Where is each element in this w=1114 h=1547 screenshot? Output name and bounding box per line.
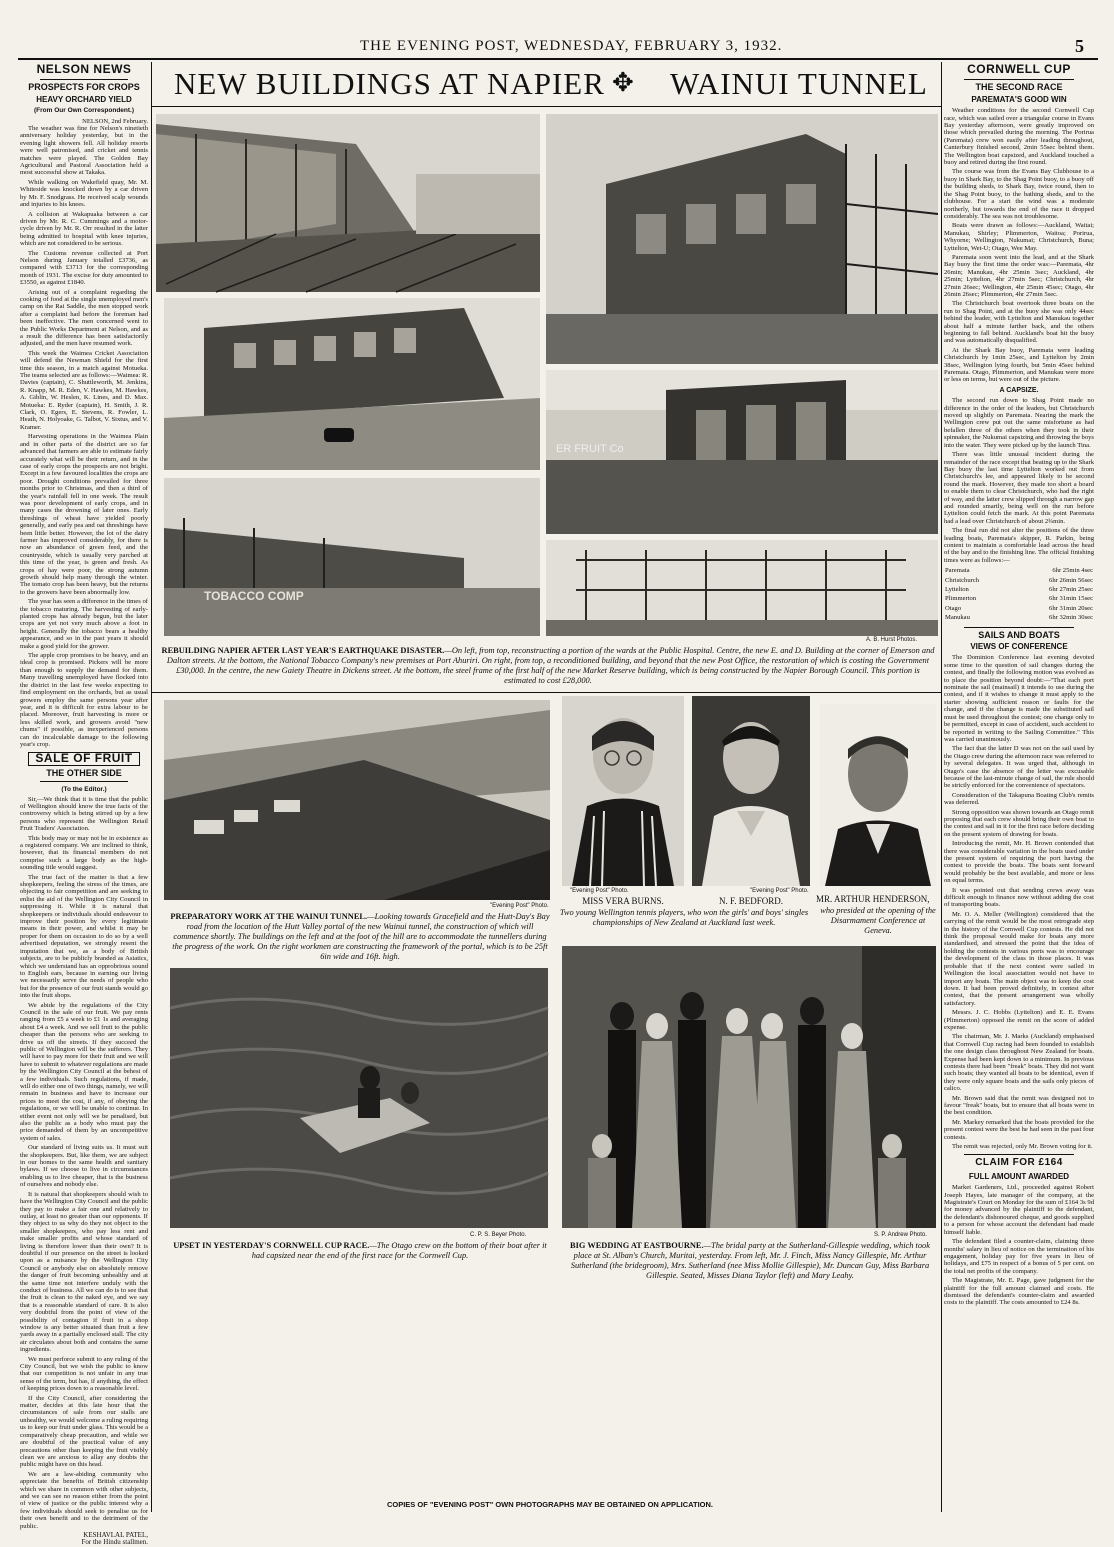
- page-number: 5: [1075, 36, 1084, 56]
- article-paragraph: The final run did not alter the positions of the three leading boats, Paremata's skipper, R. Parkin, being content to maintain a comfortable lead across the head of the bay and to the finishing line. The official finishing times were as follows:—: [944, 527, 1094, 564]
- caption-upset: [170, 1241, 550, 1261]
- column-rule-right: [941, 62, 942, 1512]
- letter-paragraph: We abide by the regulations of the City Council in the sale of our fruit. We pay rents ranging from £5 a week to £1 1s and averaging about £4 a week. And we sell fruit to the public cheaper than the persons who are seeking to drive us off the streets. If they succeed the public of Wellington will be the sufferers. They will have to pay more for their fruit and we will have to submit to whatever regulations are made by the Wellington City Council at the behest of a few individuals. Such regulations, if made, will do either one of two things, namely, we will remain in business and have to increase our prices to meet the cost, if any, of obeying the regulations, or we will be unable to continue. In either event not only will we be penalised, but also the public as a body who must pay the price demanded of them by an uncompetitive system of sales.: [20, 1001, 148, 1142]
- divider: [964, 627, 1074, 628]
- article-paragraph: Weather conditions for the second Cornwell Cup race, which was sailed over a triangular course in Evans Bay yesterday afternoon, were greatly improved on those which prevailed during the morning. The Porirua (Paremata) crew won easily after leading throughout, Canterbury finished second, 2min 55sec behind them. The Wellington boat capsized, and Auckland touched a buoy and retired during the first round.: [944, 107, 1094, 167]
- cornwell-cup-heading: CORNWELL CUP: [967, 62, 1071, 76]
- nelson-news-heading: NELSON NEWS: [36, 62, 132, 76]
- fruit-co-sign: ER FRUIT Co: [556, 443, 624, 455]
- letter-paragraph: It is natural that shopkeepers should wish to have the Wellington City Council and the public they pay to make a fair one and relatively to outlay, at least no greater than our opponents. If they object to us why do they not object to the smaller shopkeepers, who pay less rent and make smaller profits and whose standard of living is therefore lower than their own? It is doubtful if our presence on the street is looked upon as a nuisance by the Wellington City Council or anybody else on absolutely remove the danger of fruit becoming unhealthy and at the same time not interfere unduly with the conduct of business. All we can do is to see that the fruit is clean to the naked eye, and we say that is a reasonable standard of care. It is also very doubtful from the point of view of the possibility of contagion if fruit in a shop window is any better situated than fruit a few yards away in a partially enclosed stall. The city air circulates about both and contains the same ingredients.: [20, 1190, 148, 1354]
- divider: [964, 79, 1074, 80]
- letter-paragraph: This body may or may not be in existence as a registered company. We are inclined to think, however, that its financial members do not comprise such a large body as the high-sounding title would suggest.: [20, 834, 148, 872]
- title-rule: [152, 106, 941, 107]
- result-name: Plimmerton: [945, 595, 977, 603]
- caption-tennis: Two young Wellington tennis players, who won the girls' and boys' singles championships of New Zealand at Auckland last week.: [559, 908, 809, 927]
- right-column: [944, 62, 1094, 1518]
- letter-paragraph: We are a law-abiding community who appreciate the benefits of British citizenship which we share in common with other subjects, and we can see no reason either from the point of view of justice or the public interest why a few individuals should seek to penalise us for their own benefit and to the detriment of the public.: [20, 1470, 148, 1530]
- name-nf-bedford: N. F. BEDFORD.: [718, 896, 784, 906]
- prospects-heading: PROSPECTS FOR CROPS: [28, 82, 140, 93]
- article-paragraph: The fact that the latter D was not on the sail used by the Otago crew during the afternoon race was referred to by several delegates. It was urged that, although in Otago's case the absence of the letter was excusable because of the last-minute change of sail, the rule should be strictly enforced for the convenience of spectators.: [944, 745, 1094, 790]
- caption-napier-text: —On left, from top, reconstructing a portion of the wards at the Public Hospital. Centre, the new E. and D. Building at the corner of Emerson and Dalton streets. At the bottom, the National Tobacco Company's new premises at Port Ahuriri. On right, from top, a reconditioned building, and beyond that the new Post Office, the restoration of which is costing the Government £30,000. In the centre, the new Gaiety Theatre in Dickens street. At the bottom, the steel frame of the first half of the new Market Reserve building, which is being constructed by the Napier Borough Council. This portion is estimated to cost £28,000.: [166, 646, 935, 685]
- article-paragraph: The Magistrate, Mr. E. Page, gave judgment for the plaintiff for the full amount claimed and costs. He dismissed the defendant's counter-claim and awarded costs to the plaintiff. The costs amounted to £24 8s.: [944, 1277, 1094, 1307]
- article-paragraph: The apple crop promises to be heavy, and an ideal crop is promised. Pickers will be more than enough to supply the demand for them. Many travelling unemployed have flocked into the district in the last few weeks expecting to find employment on the orchards, but as usual growers employ the same persons year after year, and it is difficult for extra labour to be placed. Moreover, fruit harvesting is more or less skilled work, and growers avoid "new chums" if possible, as inexperienced persons can do incalculable damage to the following year's crop.: [20, 652, 148, 748]
- orchard-heading: HEAVY ORCHARD YIELD: [36, 94, 132, 104]
- feature-title: [160, 62, 940, 104]
- letter-paragraph: If the City Council, after considering the matter, decides at this late hour that the circumstances of sale from our stalls are unhealthy, we would welcome a ruling requiring us to keep our fruit under glass. This would be a comparatively cheap precaution, and while we are doubtful of the practical value of any precautions other than keeping the fruit visibly clean we are anxious to allay any doubts the public might have on this head.: [20, 1394, 148, 1469]
- caption-wedding: [562, 1241, 938, 1281]
- result-name: Otago: [945, 604, 962, 612]
- credit-hurst: A. B. Hurst Photos.: [866, 637, 918, 643]
- article-paragraph: Harvesting operations in the Waimea Plain and in other parts of the district are so far advanced that farmers are able to estimate fairly accurately what will be their return, and in the case of early crops the prospects are not bright. Except in a few favoured localities the crops are poor. Drought conditions prevailed for three months prior to Christmas, and then a third of the year's rainfall fell in one week. The result was poor development of early crops, and in many cases the drowning of later ones. Early threshings of wheat have yielded poorly generally, and early pea and oat threshings have been little better. However, the lot of the dairy farmer has improved considerably, for there is now an abundance of green feed, and the countryside, which is usually very parched at this time of the year, is green and fresh. As crops of hay were poor, the strong autumn growth should help many through the winter. The tomato crop has been heavy, but the returns to the growers have been abnormally low.: [20, 433, 148, 596]
- tobacco-sign: TOBACCO COMP: [204, 589, 304, 603]
- article-paragraph: Strong opposition was shown towards an Otago remit proposing that each crew should bring their own boat to the contest and sail in it for the first race before deciding on the present system of drawing for boats.: [944, 808, 1094, 838]
- letter-paragraph: Sir,—We think that it is time that the public of Wellington should know the true facts of the controversy which is being stirred up by a few persons who represent the Wellington Retail Fruit Traders' Association.: [20, 795, 148, 833]
- divider: [40, 79, 128, 80]
- result-time: 6hr 27min 25sec: [1049, 586, 1093, 593]
- footer-notice: COPIES OF "EVENING POST" OWN PHOTOGRAPHS MAY BE OBTAINED ON APPLICATION.: [386, 1500, 714, 1509]
- letter-paragraph: The true fact of the matter is that a few shopkeepers, feeling the stress of the times, are objecting to fair competition and are seeking to enlist the aid of the Wellington City Council in suppressing it. While it is natural that shopkeepers or individuals should endeavour to improve their position by every legitimate means in their power, and whilst it may be proper for them on occasion to do so by a well advertised deputation, we strongly resent the imputation that we, as a body of British subjects, are to be publicly branded as Asiatics, which we understand has an opprobrious sound to English ears, because in earning our living we necessarily serve the needs of people who but for the presence of our fruit stands would go into the fruit shops.: [20, 873, 148, 1000]
- divider: [964, 1154, 1074, 1155]
- article-paragraph: While walking on Wakefield quay, Mr. M. Whiteside was knocked down by a car driven by Mr. F. Snodgrass. He received scalp wounds and injuries to his knees.: [20, 178, 148, 209]
- second-race-heading: THE SECOND RACE: [975, 82, 1063, 93]
- photo-wedding-party: [562, 946, 936, 1228]
- result-time: 6hr 31min 15sec: [1049, 595, 1093, 603]
- name-vera-burns: MISS VERA BURNS.: [582, 896, 664, 906]
- caption-tunnel-text: —Looking towards Gracefield and the Hutt-Day's Bay road from the location of the Hutt Valley portal of the new Wainui tunnel, the construction of which will commence shortly. The buildings on the left and at the foot of the hill are to accommodate the tunnellers during the progress of the work. On the right workmen are constructing the framework of the portal, which is to be 25ft 6in wide and 16ft. high.: [172, 912, 550, 961]
- results-table: [944, 566, 1094, 622]
- result-name: Manukau: [945, 614, 970, 622]
- byline: (From Our Own Correspondent.): [33, 107, 135, 115]
- full-amount-heading: FULL AMOUNT AWARDED: [968, 1171, 1070, 1181]
- article-paragraph: Messrs. J. C. Hobbs (Lyttelton) and E. E. Evans (Plimmerton) opposed the remit on the score of added expense.: [944, 1009, 1094, 1031]
- result-time: 6hr 25min 4sec: [1052, 567, 1093, 575]
- credit-andrew: S. P. Andrew Photo.: [874, 1232, 927, 1238]
- photo-market-reserve-frame: [546, 540, 938, 636]
- masthead-title: THE EVENING POST, WEDNESDAY, FEBRUARY 3, 1932.: [360, 38, 783, 54]
- article-paragraph: Paremata soon went into the lead, and at the Shark Bay buoy the first time the order was:—Paremata, 4hr 26min; Manukau, 4hr 25min 3sec; Auckland, 4hr 25min; Lyttelton, 4hr 27min 5sec; Christchurch, 4hr 27min 26sec; Wellington, 4hr 25min 45sec; Otago, 4hr 26min 26sec; Plimmerton, 4hr 27min 5sec.: [944, 253, 1094, 298]
- article-paragraph: Mr. Brown said that the remit was designed not to favour "freak" boats, but to ensure that all boats were in the best condition.: [944, 1094, 1094, 1117]
- result-name: Paremata: [945, 567, 970, 575]
- result-time: 6hr 26min 56sec: [1049, 576, 1093, 584]
- table-row: [944, 604, 1094, 613]
- table-row: [944, 594, 1094, 603]
- article-paragraph: It was pointed out that sending crews away was difficult enough to finance now without adding the cost of transporting boats.: [944, 886, 1094, 909]
- caption-napier-title: REBUILDING NAPIER AFTER LAST YEAR'S EARTHQUAKE DISASTER.: [161, 646, 445, 655]
- table-row: [944, 585, 1094, 594]
- letter-signature: KESHAVLAL PATEL,: [83, 1530, 148, 1539]
- article-paragraph: The weather was fine for Nelson's ninetieth anniversary holiday yesterday, but in the evening light showers fell. All holiday resorts were well patronised, and cricket and tennis matches were played. The Golden Bay Agricultural and Pastoral Association held a most successful show at Takaka.: [20, 125, 148, 177]
- article-paragraph: There was little unusual incident during the remainder of the race except that beating up to the Shark Bay buoy the last time Lyttelton worked out from Christchurch's lee, and appeared likely to be second round the mark. However, they made too short a board to enable them to clear Christchurch, who had the right of way, and the latter crew slipped through a narrow gap and rounded smartly, being well on the run before Lyttelton could fetch the mark. At this point Paremata had a lead over Christchurch of about 2¾min.: [944, 451, 1094, 525]
- credit-evening-post-1: "Evening Post" Photo.: [490, 903, 549, 909]
- article-paragraph: This week the Waimea Cricket Association will defend the Newman Shield for the first time this season, in a match against Motueka. The teams selected are as follows:—Waimea: R. Davies (captain), C. Shuttleworth, M. Jenkins, R. Knapp, M. R. Eden, V. Hawkes, M. Hawkes, A. Giblin, W. Heslen, K. Lines, and D. Max. Motueka: E. Ryder (captain), H. Smith, J. R. Clark, O. Egers, E. Stevens, R. Fowler, L. Heath, N. Holyoake, G. Talbot, V. Sixtus, and V. Kramer.: [20, 349, 148, 431]
- article-paragraph: Mr. O. A. Meller (Wellington) considered that the carrying of the remit would be the most retrograde step in the history of the Cornwell Cup contests. He did not think the proposal would make for boats any more standardised, and stressed the point that the idea of holding the contests in various ports was to encourage the development of the class in those places. It was probable that if the next contest were sailed in Wellington the local association would not have to import any boats. The main object was to keep the cost down. It had been proved definitely, in contest after contest, that the present arrangement was wholly satisfactory.: [944, 910, 1094, 1007]
- result-name: Christchurch: [945, 576, 980, 584]
- to-editor: (To the Editor.): [61, 786, 107, 794]
- section-rule: [152, 692, 941, 693]
- article-paragraph: Consideration of the Takapuna Boating Club's remits was deferred.: [944, 791, 1094, 807]
- table-row: [944, 566, 1094, 575]
- article-paragraph: The course was from the Evans Bay Clubhouse to a buoy in Shark Bay, to the Shag Point buoy, to a buoy off the building sheds, to Shark Bay, twice round, then to the Shag Point buoy, to the bathing sheds, and to the clubhouse. For a start the wind was a moderate northerly, but towards the end of the race it dropped considerably. The sea was not troublesome.: [944, 168, 1094, 220]
- column-rule-left: [151, 62, 152, 1512]
- claim-heading: CLAIM FOR £164: [975, 1157, 1063, 1169]
- name-arthur-henderson: MR. ARTHUR HENDERSON,: [816, 894, 930, 904]
- capsize-subhead: A CAPSIZE.: [999, 386, 1039, 394]
- dateline: NELSON, 2nd February.: [82, 117, 148, 125]
- caption-tunnel: [170, 912, 550, 962]
- caption-tunnel-title: PREPARATORY WORK AT THE WAINUI TUNNEL.: [170, 912, 368, 921]
- photo-reconditioned-building: [546, 114, 938, 364]
- title-wainui: WAINUI TUNNEL: [670, 66, 928, 101]
- title-ornament: ✥: [612, 68, 635, 97]
- masthead: [0, 38, 1114, 60]
- article-paragraph: Introducing the remit, Mr. H. Brown contended that there was considerable variation in the boats used under the present system of requiring the port having the contest to provide the boats. The boats sent forward would probably be the best available, and more or less on equal terms.: [944, 840, 1094, 885]
- paremata-heading: PAREMATA'S GOOD WIN: [971, 94, 1067, 104]
- photo-capsized-boat: [170, 968, 548, 1228]
- caption-napier: [160, 646, 936, 686]
- table-row: [944, 613, 1094, 622]
- article-paragraph: Arising out of a complaint regarding the cooking of food at the single unemployed men's camp on the Rai Saddle, the men stopped work after a complaint had before the foreman had been ineffective. The men concerned went to the Public Works Department at Nelson, and as a result the difference has been satisfactorily adjusted, and the men have resumed work.: [20, 288, 148, 348]
- article-paragraph: A collision at Wakapuaka between a car driven by Mr. R. C. Cummings and a motor-cycle driven by Mr. R. Orr resulted in the latter being admitted to hospital with knee injuries, which are not considered to be serious.: [20, 210, 148, 248]
- article-paragraph: The defendant filed a counter-claim, claiming three months' salary in lieu of notice on the termination of his engagement, holiday pay for five years in lieu of holidays, and £75 in respect of a bonus of 5 per cent. on the total net profits of the company.: [944, 1238, 1094, 1275]
- photo-arthur-henderson: [820, 704, 936, 886]
- letter-paragraph: Our standard of living suits us. It must suit the shopkeepers. But, like them, we are subject in our homes to the same health and sanitary bylaws. If we choose to live in circumstances enabling us to live cheaper, that is the business of ourselves and nobody else.: [20, 1144, 148, 1189]
- article-paragraph: Market Gardeners, Ltd., proceeded against Robert Joseph Hayes, late manager of the company, at the Magistrate's Court on Monday for the sum of £164 3s 9d for money advanced by the plaintiff to the defendant, the defendant's dishonoured cheque, and goods supplied to a person for whose account the defendant had made himself liable.: [944, 1184, 1094, 1236]
- photo-e-and-d-building: [164, 298, 540, 470]
- credit-evening-post-3: "Evening Post" Photo.: [750, 888, 809, 894]
- credit-evening-post-2: "Evening Post" Photo.: [570, 888, 629, 894]
- article-paragraph: The second run down to Shag Point made no difference in the order of the leaders, but Christchurch moved up slightly on Paremata. Nearing the mark the Wellington crew put out the same misfortune as had befallen three of the others when they took in their spinnaker, the Nukumai capsizing and throwing the boys into the water. They were picked up by the launch Tina.: [944, 397, 1094, 449]
- divider: [40, 781, 128, 782]
- credit-beyer: C. P. S. Beyer Photo.: [470, 1232, 527, 1238]
- views-conference-heading: VIEWS OF CONFERENCE: [970, 642, 1068, 652]
- caption-wedding-text: —The bridal party at the Sutherland-Gillespie wedding, which took place at St. Alban's Church, Muritai, yesterday. From left, Mr. J. Finch, Miss Nancy Gillespie, Mr. Arthur Sutherland (the bridegroom), Mrs. Sutherland (nee Miss Mollie Gillespie), Mr. Duncan Guy, Miss Barbara Gillespie. Seated, Misses Diana Taylor (left) and Mary Leahy.: [570, 1241, 930, 1280]
- other-side-heading: THE OTHER SIDE: [46, 767, 122, 778]
- result-time: 6hr 31min 20sec: [1049, 604, 1093, 612]
- masthead-rule: [18, 58, 1098, 60]
- article-paragraph: The chairman, Mr. J. Marks (Auckland) emphasised that Cornwell Cup racing had been founded to establish the one design class throughout New Zealand for boats. Expense had been kept down to a minimum. In previous contests there had been "freak" boats. They did not want such boats; they wanted all boats to be identical, even if they were only square boats and the sails only pieces of calico.: [944, 1033, 1094, 1093]
- left-column: [20, 62, 148, 1547]
- title-napier: NEW BUILDINGS AT NAPIER: [174, 66, 605, 101]
- sails-boats-heading: SAILS AND BOATS: [978, 629, 1060, 640]
- sale-of-fruit-heading: SALE OF FRUIT: [28, 752, 139, 765]
- letter-paragraph: We must perforce submit to any ruling of the City Council, but we wish the public to know that our competition is not unfair in any true sense of the term, but has, if anything, the effect of keeping prices down to a reasonable level.: [20, 1355, 148, 1393]
- photo-wainui-tunnel: [164, 700, 550, 900]
- photo-gaiety-theatre: [546, 370, 938, 534]
- article-paragraph: Mr. Markey remarked that the boats provided for the present contest were the best he had seen in the past four contests.: [944, 1118, 1094, 1141]
- caption-upset-text: —The Otago crew on the bottom of their boat after it had capsized near the end of the first race for the Cornwell Cup.: [251, 1241, 547, 1260]
- photo-nf-bedford: [692, 696, 810, 886]
- photo-tobacco-company: [164, 478, 540, 636]
- photo-hospital-wards: [156, 114, 540, 292]
- letter-signature-sub: For the Hindu stallmen.: [81, 1538, 148, 1547]
- article-paragraph: The remit was rejected, only Mr. Brown voting for it.: [952, 1143, 1093, 1151]
- table-row: [944, 576, 1094, 585]
- photo-vera-burns: [562, 696, 684, 886]
- caption-wedding-title: BIG WEDDING AT EASTBOURNE.: [570, 1241, 704, 1250]
- article-paragraph: The year has seen a difference in the times of the tobacco maturing. The harvesting of early-planted crops has already begun, but the later crops are yet not very much above a foot in height. Generally the tobacco bears a healthy appearance, and so in the past years it should make a good yield for the grower.: [20, 598, 148, 650]
- result-time: 6hr 32min 30sec: [1049, 614, 1093, 622]
- caption-henderson: who presided at the opening of the Disarmament Conference at Geneva.: [820, 906, 936, 935]
- result-name: Lyttelton: [945, 586, 969, 593]
- article-paragraph: The Christchurch boat overtook three boats on the run to Shag Point, and at the buoy she was only 44sec behind the leader, with Lyttelton and Manukau together about half a minute farther back, and the others beginning to fall behind. Auckland's boat hit the buoy and was automatically disqualified.: [944, 300, 1094, 345]
- article-paragraph: The Dominion Conference last evening devoted some time to the question of sail changes during the contest, and finally the following motion was evolved as to place the position beyond doubt:—"That each port nominate the sail (mainsail) it intends to use during the contest, and if it wishes to change it must apply to the starter showing sufficient reason or faults for the change, and if the change is made the substituted sail must be used throughout the contest; one change only to be permitted, except in case of accident, such accident to be reported in writing to the Sailing Committee." This was carried unanimously.: [944, 654, 1094, 743]
- article-paragraph: The Customs revenue collected at Port Nelson during January totalled £3736, as compared with £3713 for the corresponding month of 1931. The excise for duty amounted to £3550, as against £1840.: [20, 249, 148, 287]
- article-paragraph: At the Shark Bay buoy, Paremata were leading Christchurch by 1min 25sec, and Lyttelton by 2min 38sec, Wellington lying fourth, but 5min 45sec behind Paremata. Otago, Plimmerton, and Manukau were more or less on terms, but were out of the picture.: [944, 346, 1094, 384]
- caption-upset-title: UPSET IN YESTERDAY'S CORNWELL CUP RACE.: [173, 1241, 370, 1250]
- article-paragraph: Boats were drawn as follows:—Auckland, Waitai; Manukau, Shirley; Plimmerton, Waitoa; Porirua, Whyorne; Wellington, Nukumai; Christchurch, Buna; Lyttelton, Wet-U; Otago, Wee May.: [944, 222, 1094, 252]
